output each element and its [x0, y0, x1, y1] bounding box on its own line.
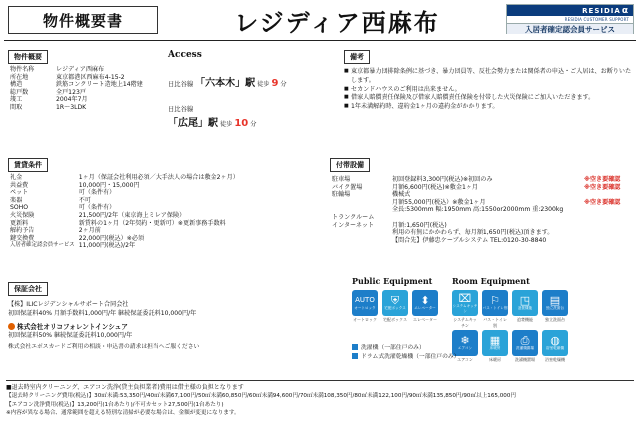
table-row	[8, 104, 160, 112]
outline-section-title: 物件概要	[8, 50, 48, 64]
facility-value: 利用の有無にかかわらず、毎月額1,650円(税込)頂きます。	[392, 229, 554, 237]
footer-line-1: ■退去時室内クリーニング、エアコン洗浄(貸主負担業者)費用は借主様の負担となります	[6, 384, 244, 391]
outline-key: 構造	[10, 81, 23, 89]
facility-tag: ※空き要確認	[584, 176, 621, 183]
equipment-label: 宅配ボックス	[383, 317, 407, 322]
room-equipment-icons-row-2	[452, 330, 568, 363]
outline-key: 所在地	[10, 73, 29, 81]
table-row	[8, 204, 318, 212]
lease-key: 火災保険	[10, 212, 35, 220]
list-item	[344, 94, 636, 103]
access-walk-label: 徒歩	[257, 81, 270, 88]
legend-label: ドラム式洗濯乾燥機（一部住戸のみ）	[361, 354, 460, 361]
floor-heating-caption: 床暖房	[489, 346, 501, 351]
table-row	[8, 227, 318, 235]
equipment-label: 浴室乾燥機	[545, 357, 565, 362]
facility-value: 【問合先】伊藤忠ケーブルシステム TEL:0120-30-8840	[392, 236, 547, 244]
access-section-title: Access	[168, 50, 202, 60]
facility-value: 月額6,600円(税込)※敷金1ヶ月	[392, 183, 479, 191]
reheating-icon	[512, 290, 538, 316]
guarantee-block	[8, 300, 318, 352]
legend-swatch-icon	[352, 344, 358, 350]
elevator-caption: エレベーター	[414, 306, 436, 311]
orico-logo-icon	[8, 323, 15, 330]
lease-key: ペット	[10, 189, 29, 197]
equipment-label: 洗濯機置場	[515, 357, 535, 362]
remark-text: ■ 東京都暴力団排除条例に基づき、暴力団員等、反社会勢力または関係者の申込・ご入居は、お断りいたします。	[351, 68, 632, 84]
system-kitchen-glyph: ⌧	[458, 292, 472, 306]
logo-subtitle: RESIDIA CUSTOMER SUPPORT	[564, 17, 629, 22]
equipment-label: オートロック	[353, 317, 377, 322]
aircon-glyph: ❄	[460, 334, 470, 348]
reheating-glyph: ◳	[519, 294, 531, 308]
lease-value: 可（条件有）	[78, 189, 116, 197]
footer-line-4: ※内容が異なる場合、通常範囲を超える特別な清掃が必要な場合は、金額が変更になります。	[6, 410, 240, 417]
footer-line-2: 【退去時クリーニング費用(税込)】30㎡未満:53,350円/40㎡未満67,100円/50㎡未満60,850円/60㎡未満94,600円/70㎡未満108,350円/80㎡未満122,100円/90㎡未満135,850円/90㎡以上165,000円	[6, 393, 516, 400]
lease-value: 22,000円(税込）※必須	[78, 234, 145, 242]
table-row	[330, 229, 636, 237]
equipment-item-washer-space	[512, 330, 538, 363]
outline-value: 東京都港区西麻布4-15-2	[56, 73, 125, 81]
table-row	[8, 174, 318, 182]
public-equipment-title: Public Equipment	[352, 276, 433, 286]
facility-key	[330, 206, 390, 214]
washer-space-icon	[512, 330, 538, 356]
access-walk-label: 徒歩	[219, 121, 233, 128]
delivery-box-icon	[382, 290, 408, 316]
remarks-list	[344, 68, 636, 112]
outline-value: レジディア西麻布	[56, 66, 105, 73]
public-equipment-icons	[352, 290, 438, 323]
access-walk-minutes: 9	[271, 78, 279, 89]
room-equipment-icons-row-1	[452, 290, 568, 329]
table-row	[8, 81, 160, 89]
equipment-item-autolock	[352, 290, 378, 323]
table-row	[8, 182, 318, 190]
facility-tag	[582, 191, 636, 199]
access-rail: 日比谷線	[168, 81, 194, 88]
washer-caption: 洗濯機置場	[516, 346, 534, 351]
bath-dryer-caption: 浴室乾燥機	[546, 346, 564, 351]
system-kitchen-icon	[452, 290, 478, 316]
facility-value: 月額55,000円(税込）※敷金1ヶ月	[392, 198, 486, 206]
equipment-label: システムキッチン	[453, 317, 477, 328]
guarantee-section-title: 保証会社	[8, 282, 48, 296]
guarantee-line-4: 初回保証料50% 継続保証委託料10,000円/年	[8, 332, 133, 340]
table-row	[8, 96, 160, 104]
equipment-item-vanity	[542, 290, 568, 329]
facility-key	[330, 237, 390, 245]
footer-notes	[6, 378, 634, 419]
remark-text: ■ 借家人賠償責任保険及び借家人賠償責任保険を付帯した火災保険にご加入いただきます。	[351, 94, 595, 102]
equipment-label: 追焚機能	[517, 317, 533, 322]
table-row	[330, 176, 636, 184]
auto-lock-caption: オートロック	[354, 306, 376, 311]
bath-dryer-icon	[542, 330, 568, 356]
equipment-label: エアコン	[457, 357, 473, 362]
vanity-icon	[542, 290, 568, 316]
reheating-caption: 追焚機能	[517, 306, 533, 311]
equipment-item-delivery-box	[382, 290, 408, 323]
system-kitchen-caption: システムキッチン	[452, 304, 478, 313]
facility-value: 機械式	[392, 191, 411, 199]
remarks-section-title: 備考	[344, 50, 370, 64]
legend-swatch-icon	[352, 353, 358, 359]
equipment-label: 床暖房	[489, 357, 501, 362]
table-row	[8, 197, 318, 205]
guarantee-line-2: 初回保証料40% 月額手数料1,000円/年 継続保証委託料10,000円/年	[8, 310, 197, 318]
auto-lock-glyph: AUTO	[355, 296, 375, 305]
lease-value: 新賃料の1ヶ月（2年契約・更新可）※更新事務手数料	[78, 219, 226, 227]
outline-key: 総戸数	[10, 88, 29, 96]
table-row	[330, 206, 636, 214]
facility-key: トランクルーム	[332, 214, 375, 222]
lease-key: 共益費	[10, 181, 29, 189]
logo-alpha: α	[621, 5, 629, 16]
lease-key: 入居者確定認会員サービス	[10, 242, 75, 249]
equipment-item-system-kitchen	[452, 290, 478, 329]
lease-value: 2ヶ月前	[78, 227, 101, 235]
lease-value: 可（条件有）	[78, 204, 116, 212]
access-walk-minutes: 10	[234, 118, 249, 129]
table-row	[8, 66, 160, 74]
access-station: 「六本木」駅	[195, 78, 256, 89]
facility-value: 全長:5300mm 幅:1950mm 高:1550or2000mm 重:2300kg	[392, 206, 564, 214]
facility-section-title: 付帯設備	[330, 158, 370, 172]
facility-value: 月額:1,650円(税込)	[392, 221, 447, 229]
floor-heating-icon	[482, 330, 508, 356]
legend-label: 洗濯機（一部住戸のみ）	[361, 345, 425, 351]
facility-value: 初回登録料3,300円(税込)※初回のみ	[392, 176, 493, 183]
auto-lock-icon	[352, 290, 378, 316]
facility-key: インターネット	[332, 221, 375, 229]
facility-tag: ※空き要確認	[584, 183, 621, 191]
elevator-glyph: ⬍	[420, 294, 430, 308]
equipment-item-floor-heating	[482, 330, 508, 363]
property-name-title: レジディア西麻布	[234, 7, 440, 37]
bath-toilet-caption: バス・トイレ別	[482, 306, 508, 311]
lease-key: 礼金	[10, 174, 23, 181]
table-row	[330, 214, 636, 222]
footer-divider	[6, 380, 634, 381]
facility-key	[330, 199, 390, 207]
table-row	[8, 242, 318, 250]
lease-value: 不可	[78, 196, 91, 204]
room-equipment-title: Room Equipment	[452, 276, 530, 286]
logo-brand-text: RESIDIA	[582, 6, 621, 15]
logo-brand	[507, 5, 633, 16]
equipment-label: エレベーター	[413, 317, 437, 322]
elevator-icon	[412, 290, 438, 316]
access-walk-unit: 分	[280, 81, 287, 88]
remark-text: セカンドハウスのご利用は出来ません。	[351, 85, 461, 93]
table-row	[8, 220, 318, 228]
access-walk-unit: 分	[250, 121, 257, 128]
washer-glyph: ⎙	[520, 334, 530, 348]
legend-item	[352, 344, 460, 353]
facility-key: 駐輪場	[332, 191, 351, 199]
facility-key	[330, 229, 390, 237]
outline-value: 鉄筋コンクリート造地上14階建	[56, 81, 143, 89]
aircon-caption: エアコン	[457, 346, 473, 351]
lease-key: 楽器	[10, 196, 23, 204]
table-row	[330, 184, 636, 192]
access-line-1	[168, 74, 343, 89]
equipment-item-reheating	[512, 290, 538, 329]
vanity-caption: 独立洗面台	[546, 306, 564, 311]
lease-value: 1ヶ月（保証会社利用必須／大手法人の場合は敷金2ヶ月）	[78, 174, 239, 181]
orico-name: 株式会社オリコフォレントインシュア	[17, 323, 128, 332]
delivery-box-caption: 宅配ボックス	[384, 306, 406, 311]
legend-item	[352, 353, 460, 362]
footer-line-3: 【エアコン洗浄費用(税込)】13,200円(1台あたり)/不可カセット27,500円(1台あたり)	[6, 401, 224, 408]
outline-key: 物件名称	[10, 66, 35, 73]
equipment-item-bath-dryer	[542, 330, 568, 363]
table-row	[8, 212, 318, 220]
floor-heating-glyph: ▦	[489, 334, 501, 348]
page-title: 物件概要書	[8, 6, 158, 34]
bath-toilet-glyph: ⚐	[490, 294, 500, 308]
list-item	[344, 68, 636, 86]
delivery-box-glyph: ⛨	[390, 294, 400, 308]
header-divider	[4, 40, 636, 41]
orico-row	[8, 321, 318, 331]
lease-key: 解約予告	[10, 227, 35, 235]
facility-value	[390, 214, 636, 222]
lease-table	[8, 174, 318, 250]
table-row	[330, 237, 636, 245]
outline-value: 1R～3LDK	[56, 104, 87, 112]
facility-table	[330, 176, 636, 244]
list-item	[344, 103, 636, 112]
facility-key: 駐車場	[332, 176, 351, 183]
equipment-item-separate-bath-toilet	[482, 290, 508, 329]
outline-table	[8, 66, 160, 112]
facility-key: バイク置場	[332, 183, 363, 191]
residia-logo	[506, 4, 634, 34]
access-station: 「広尾」駅	[168, 118, 218, 129]
equipment-item-elevator	[412, 290, 438, 323]
guarantee-line-5: 株式会社エポスカードご利用の相談・申込書の請求は担当へご服ください	[8, 344, 200, 351]
equipment-label: 独立洗面台	[545, 317, 565, 322]
equipment-legend	[352, 344, 460, 363]
equipment-label: バス・トイレ別	[483, 317, 507, 328]
table-row	[330, 191, 636, 199]
bath-toilet-separate-icon	[482, 290, 508, 316]
lease-value: 10,000円・15,000円	[78, 181, 140, 189]
logo-service-label: 入居者確定認会員サービス	[507, 23, 633, 34]
lease-value: 11,000円(税込)/2年	[78, 242, 136, 250]
lease-key: 更新料	[10, 219, 29, 227]
outline-value: 2004年7月	[56, 96, 88, 104]
table-row	[8, 189, 318, 197]
document-header	[0, 0, 640, 44]
outline-value: 全戸123戸	[56, 88, 86, 96]
lease-value: 21,500円/2年（東京海上ミレア保険）	[78, 212, 186, 220]
facility-tag: ※空き要確認	[584, 198, 621, 206]
guarantee-line-1: 【株】ILICレジデンシャルサポート合同会社	[8, 301, 129, 308]
lease-key: 鍵交換費	[10, 234, 35, 242]
lease-key: SOHO	[10, 204, 29, 212]
access-rail: 日比谷線	[168, 106, 194, 113]
vanity-glyph: ▤	[549, 294, 561, 308]
lease-section-title: 賃貸条件	[8, 158, 48, 172]
outline-key: 間取	[10, 104, 23, 112]
remark-text: 1年未満解約時、違約金1ヶ月の違約金がかかります。	[351, 103, 499, 111]
access-line-2	[168, 104, 343, 129]
outline-key: 竣工	[10, 96, 23, 104]
bath-dryer-glyph: ◍	[550, 334, 560, 348]
